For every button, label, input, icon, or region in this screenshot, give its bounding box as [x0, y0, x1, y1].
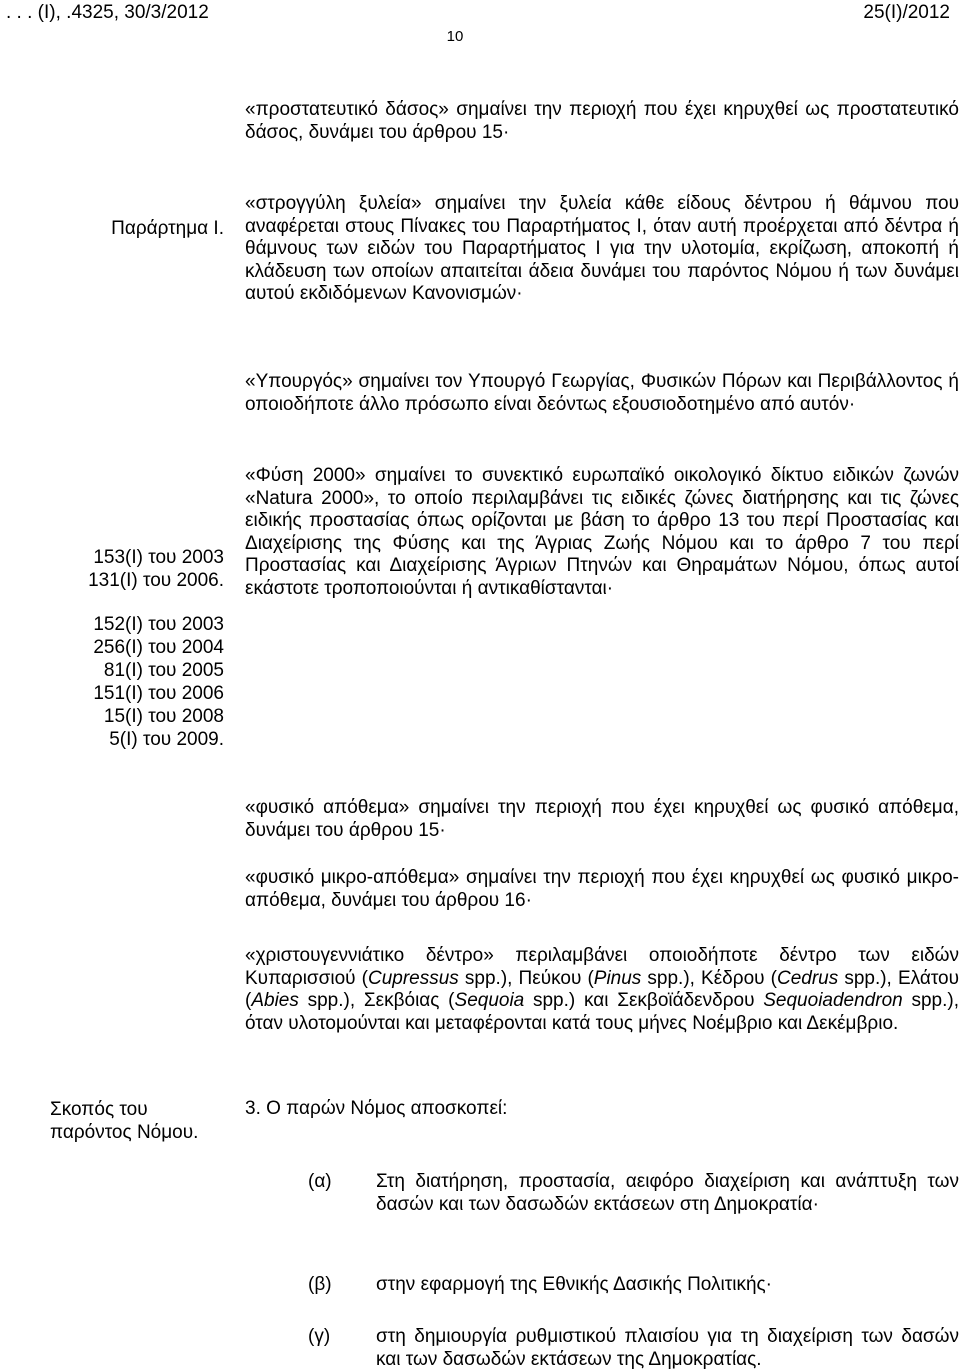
header-left: . . . (I), .4325, 30/3/2012 [6, 2, 209, 23]
header-right: 25(I)/2012 [863, 2, 950, 23]
item-text: Στη διατήρηση, προστασία, αειφόρο διαχείριση και ανάπτυξη των δασών και των δασωδών εκτάσεων στη Δημοκρατία· [376, 1171, 959, 1215]
margin-annex: Παράρτημα Ι. [111, 218, 224, 239]
text-run: spp.), Σεκβόιας ( [298, 990, 455, 1011]
text-run: «χριστουγεννιάτικο δέντρο» περιλαμβάνει οποιοδήποτε δέντρο των ειδών Κυπαρισσιού ( [245, 945, 959, 989]
section-3-heading: 3. Ο παρών Νόμος αποσκοπεί: [245, 1098, 508, 1119]
purpose-note-line: παρόντος Νόμου. [50, 1122, 199, 1143]
definition-protected-forest: «προστατευτικό δάσος» σημαίνει την περιοχή που έχει κηρυχθεί ως προστατευτικό δάσος, δυνάμει του άρθρου 15· [245, 99, 959, 143]
definition-micro-reserve: «φυσικό μικρο-απόθεμα» σημαίνει την περιοχή που έχει κηρυχθεί ως φυσικό μικρο-απόθεμα, δυνάμει του άρθρου 16· [245, 867, 959, 911]
margin-purpose [50, 1098, 240, 1144]
definition-christmas-tree [245, 945, 959, 1035]
item-text: στη δημιουργία ρυθμιστικού πλαισίου για τη διαχείριση των δασών και των δασωδών εκτάσεων της Δημοκρατίας. [376, 1326, 959, 1370]
margin-laws [40, 546, 224, 751]
item-marker: (α) [308, 1171, 332, 1192]
species-name: Cedrus [776, 967, 839, 989]
law-ref: 81(I) του 2005 [103, 660, 224, 681]
text-run: spp.), Ελάτου ( [245, 967, 960, 1011]
text-run: spp.), Κέδρου ( [641, 967, 777, 989]
law-ref: 152(I) του 2003 [93, 614, 224, 635]
law-ref: 256(I) του 2004 [93, 637, 224, 658]
definition-natural-reserve: «φυσικό απόθεμα» σημαίνει την περιοχή που έχει κηρυχθεί ως φυσικό απόθεμα, δυνάμει του άρθρου 15· [245, 797, 959, 841]
species-name: Pinus [593, 967, 642, 989]
purpose-note-line: Σκοπός του [50, 1099, 148, 1120]
text-run: spp.) και Σεκβοϊάδενδρου [524, 990, 764, 1011]
law-ref: 153(I) του 2003 [93, 547, 224, 568]
item-marker: (β) [308, 1274, 332, 1295]
page-number: 10 [446, 28, 464, 45]
law-ref: 151(I) του 2006 [93, 683, 224, 704]
law-ref: 15(I) του 2008 [103, 706, 224, 727]
law-ref: 5(I) του 2009. [109, 729, 224, 750]
law-ref: 131(I) του 2006. [88, 570, 224, 591]
definition-round-timber: «στρογγύλη ξυλεία» σημαίνει την ξυλεία κάθε είδους δέντρου ή θάμνου που αναφέρεται στους Πίνακες του Παραρτήματος Ι, όταν αυτή προέρχεται από δέντρα ή θάμνους των ειδών του Παραρτήματος Ι για την υλοτομία, εκρίζωση, αποκοπή ή κλάδευση των οποίων απαιτείται άδεια δυνάμει του παρόντος Νόμου ή των δυνάμει αυτού εκδιδόμενων Κανονισμών· [245, 193, 959, 304]
text-run: spp.), όταν υλοτομούνται και μεταφέρονται κατά τους μήνες Νοέμβριο και Δεκέμβριο. [245, 990, 959, 1034]
definition-minister: «Υπουργός» σημαίνει τον Υπουργό Γεωργίας, Φυσικών Πόρων και Περιβάλλοντος ή οποιοδήποτε άλλο πρόσωπο είναι δεόντως εξουσιοδοτημένο από αυτόν· [245, 371, 959, 415]
item-text: στην εφαρμογή της Εθνικής Δασικής Πολιτικής· [376, 1274, 772, 1295]
definition-natura: «Φύση 2000» σημαίνει το συνεκτικό ευρωπαϊκό οικολογικό δίκτυο ειδικών ζωνών «Natura 2000», το οποίο περιλαμβάνει τις ειδικές ζώνες διατήρησης και τις ζώνες ειδικής προστασίας όπως ορίζονται με βάση το άρθρο 13 του περί Προστασίας και Διαχείρισης της Φύσης και της Άγριας Ζωής Νόμου και το άρθρο 7 του περί Προστασίας και Διαχείρισης Άγριων Πτηνών και Θηραμάτων Νόμου, όπως αυτοί εκάστοτε τροποποιούνται ή αντικαθίστανται· [245, 465, 959, 599]
species-name: Sequoia [454, 990, 525, 1011]
text-run: spp.), Πεύκου ( [458, 967, 594, 989]
item-marker: (γ) [308, 1326, 331, 1347]
species-name: Cupressus [367, 967, 459, 989]
species-name: Abies [251, 990, 299, 1011]
species-name: Sequoiadendron [763, 990, 903, 1011]
